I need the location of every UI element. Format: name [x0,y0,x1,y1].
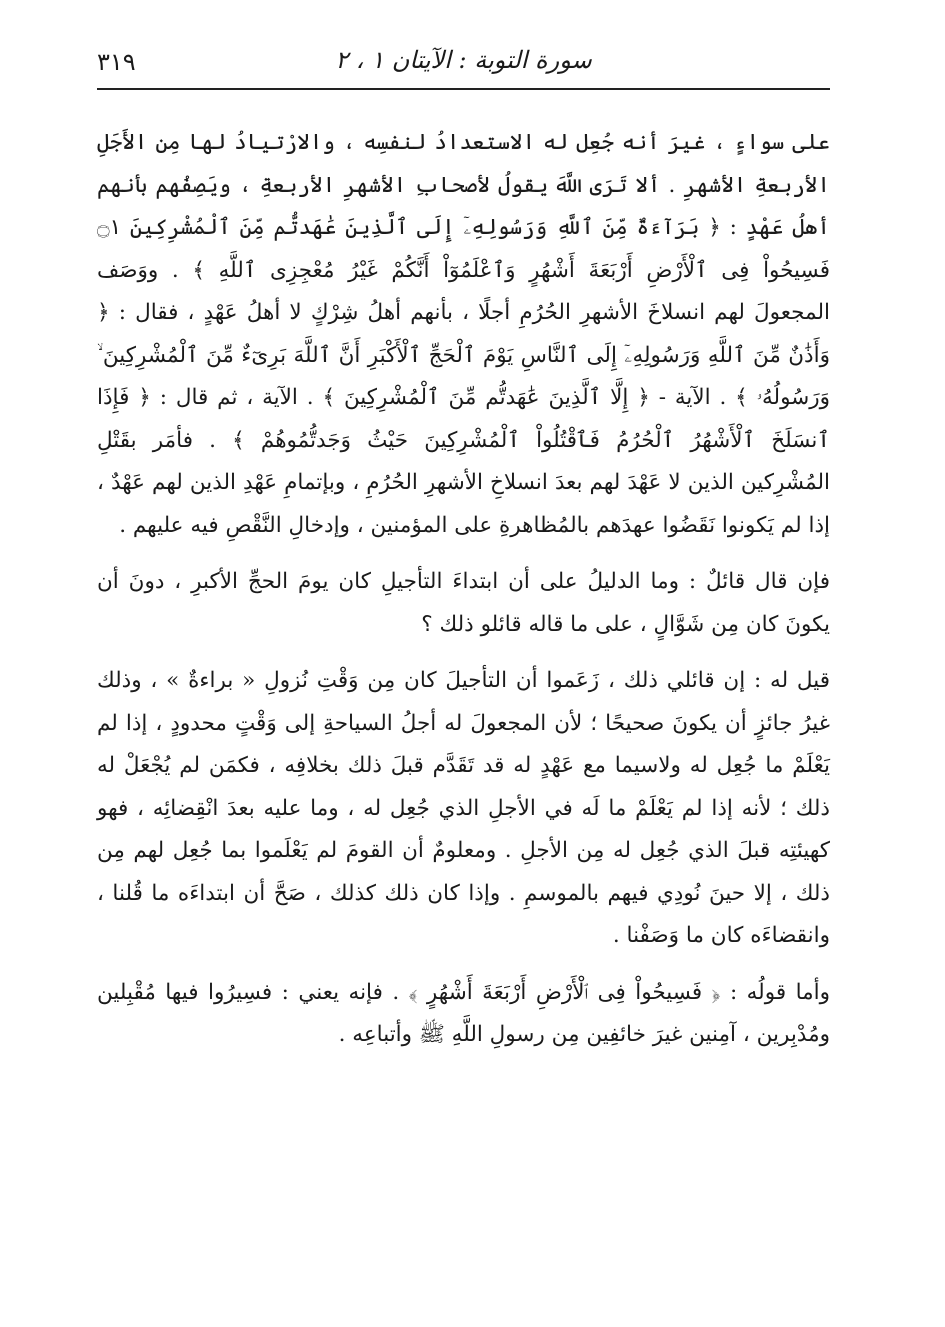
paragraph: فإن قال قائلٌ : وما الدليلُ على أن ابتداءَ التأجيلِ كان يومَ الحجِّ الأكبرِ ، دونَ أن يكونَ كان مِن شَوَّالٍ ، على ما قاله قائلو ذلك ؟ [97,569,830,637]
paragraph: وأما قولُه : ﴿ فَسِيحُواْ فِى ٱلْأَرْضِ أَرْبَعَةَ أَشْهُرٍ ﴾ . فإنه يعني : فسِيرُوا فيها مُقْبِلين ومُدْبِرين ، آمِنين غيرَ خائفِين مِن رسولِ اللَّهِ ﷺ وأتباعِه . [97,979,830,1047]
paragraph: قيل له : إن قائلي ذلك ، زَعَموا أن التأجيلَ كان مِن وَقْتِ نُزولِ « براءةٌ » ، وذلك غيرُ جائزٍ أن يكونَ صحيحًا ؛ لأن المجعولَ له أجلُ السياحةِ إلى وَقْتٍ محدودٍ ، إذا لم يَعْلَمْ ما جُعِل له ولاسيما مع عَهْدٍ له قد تَقَدَّم قبلَ ذلك بخلافِه ، فكمَن لم يُجْعَلْ له ذلك ؛ لأنه إذا لم يَعْلَمْ ما لَه في الأجلِ الذي جُعِل له ، وما عليه بعدَ انْقِضائِه ، فهو كهيئتِه قبلَ الذي جُعِل له مِن الأجلِ . ومعلومٌ أن القومَ لم يَعْلَموا بما جُعِل لهم مِن ذلك ، إلا حينَ نُودِي فيهم بالموسمِ . وإذا كان ذلك كذلك ، صَحَّ أن ابتداءَه ما قُلنا ، وانقضاءَه كان ما وَصَفْنا . [97,668,830,948]
page-header [97,40,830,90]
page-body [97,122,830,1057]
running-head: سورة التوبة : الآيتان ١ ، ٢ [335,46,592,74]
page-number: ٣١٩ [97,48,136,76]
paragraph: على سواءٍ ، غيرَ أنه جُعِل له الاستعدادُ لنفسِه ، والارْتيادُ لها مِن الأَجَلِ الأربعةِ الأشهرِ . ألا تَرَى اللَّهَ يقولُ لأصحابِ الأشهرِ الأربعةِ ، ويَصِفُهم بأنهم أهلُ عَهْدٍ : ﴿ بَرَآءَةٌ مِّنَ ٱللَّهِ وَرَسُولِهِۦٓ إِلَى ٱلَّذِينَ عَٰهَدتُّم مِّنَ ٱلْمُشْرِكِينَ ۝١ فَسِيحُواْ فِى ٱلْأَرْضِ أَرْبَعَةَ أَشْهُرٍ وَٱعْلَمُوٓاْ أَنَّكُمْ غَيْرُ مُعْجِزِى ٱللَّهِ ﴾ . ووَصَف المجعولَ لهم انسلاخَ الأشهرِ الحُرُمِ أجلًا ، بأنهم أهلُ شِرْكٍ لا أهلُ عَهْدٍ ، فقال : ﴿ وَأَذَٰنٌ مِّنَ ٱللَّهِ وَرَسُولِهِۦٓ إِلَى ٱلنَّاسِ يَوْمَ ٱلْحَجِّ ٱلْأَكْبَرِ أَنَّ ٱللَّهَ بَرِىٓءٌ مِّنَ ٱلْمُشْرِكِينَ ۙ وَرَسُولُهُۥ ﴾ . الآية - ﴿ إِلَّا ٱلَّذِينَ عَٰهَدتُّم مِّنَ ٱلْمُشْرِكِينَ ﴾ . الآية ، ثم قال : ﴿ فَإِذَا ٱنسَلَخَ ٱلْأَشْهُرُ ٱلْحُرُمُ فَٱقْتُلُواْ ٱلْمُشْرِكِينَ حَيْثُ وَجَدتُّمُوهُمْ ﴾ . فأمَر بقَتْلِ المُشْرِكين الذين لا عَهْدَ لهم بعدَ انسلاخِ الأشهرِ الحُرُمِ ، وبإتمامِ عَهْدِ الذين لهم عَهْدٌ ، إذا لم يَكونوا نَقَضُوا عهدَهم بالمُظاهرةِ على المؤمنين ، وإدخالِ النَّقْصِ فيه عليهم . [97,130,830,538]
